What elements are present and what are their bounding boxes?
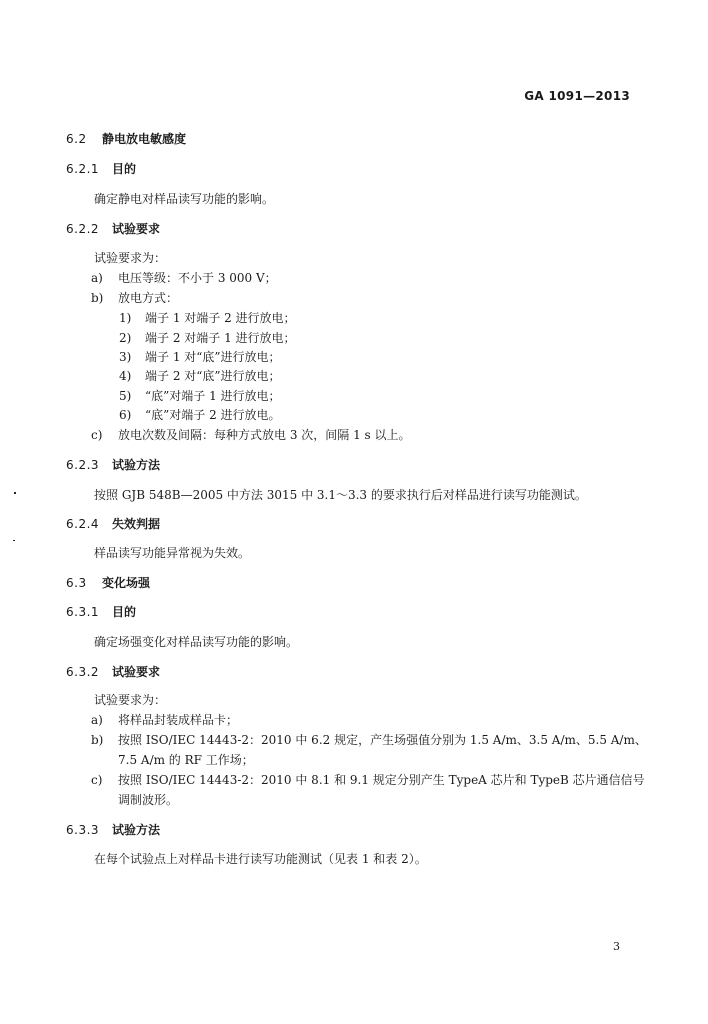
- section-number: 6.2.4: [66, 517, 100, 531]
- list-marker: b): [91, 733, 104, 747]
- heading-6-2-2: [66, 221, 160, 237]
- list-marker: 3): [119, 350, 132, 364]
- sub-list-item: [119, 330, 296, 346]
- section-number: 6.2.2: [66, 222, 100, 236]
- page-number: 3: [613, 940, 620, 953]
- list-item-b: [91, 290, 178, 306]
- list-text: 按照 ISO/IEC 14443-2：2010 中 6.2 规定，产生场强值分别为 1.5 A/m、3.5 A/m、5.5 A/m、: [118, 733, 647, 747]
- margin-speck: [14, 492, 16, 494]
- sub-list-item: [119, 310, 296, 326]
- paragraph-6-2-1: 确定静电对样品读写功能的影响。: [94, 192, 275, 206]
- list-marker: c): [91, 773, 103, 787]
- list-item-a: [91, 270, 277, 286]
- sub-list-item: [119, 349, 281, 365]
- list-text: 端子 2 对“底”进行放电；: [145, 369, 281, 383]
- list-item-a: [91, 712, 238, 728]
- list-text: 放电方式：: [118, 291, 179, 305]
- list-marker: a): [91, 713, 103, 727]
- section-title: 试验方法: [112, 823, 161, 837]
- list-text: “底”对端子 1 进行放电；: [145, 389, 281, 403]
- heading-6-2-3: [66, 457, 160, 473]
- paragraph-intro-6-2-2: 试验要求为：: [94, 251, 167, 265]
- paragraph-6-2-3: 按照 GJB 548B—2005 中方法 3015 中 3.1～3.3 的要求执行后对样品进行读写功能测试。: [94, 488, 587, 502]
- section-number: 6.3.1: [66, 605, 100, 619]
- list-text: “底”对端子 2 进行放电。: [145, 408, 281, 422]
- list-marker: a): [91, 271, 103, 285]
- heading-6-3-2: [66, 664, 160, 680]
- list-marker: 5): [119, 389, 132, 403]
- list-marker: 4): [119, 369, 132, 383]
- sub-list-item: [119, 407, 281, 423]
- paragraph-6-2-4: 样品读写功能异常视为失效。: [94, 546, 251, 560]
- paragraph-6-3-3: 在每个试验点上对样品卡进行读写功能测试（见表 1 和表 2）。: [94, 852, 427, 866]
- list-marker: b): [91, 291, 104, 305]
- margin-speck: [13, 540, 15, 541]
- list-marker: c): [91, 428, 103, 442]
- paragraph-6-3-1: 确定场强变化对样品读写功能的影响。: [94, 635, 299, 649]
- section-title: 目的: [112, 605, 137, 619]
- section-title: 试验要求: [112, 222, 161, 236]
- section-number: 6.3.3: [66, 823, 100, 837]
- section-title: 变化场强: [102, 576, 151, 590]
- list-item-c: [91, 772, 645, 788]
- list-marker: 2): [119, 331, 132, 345]
- section-number: 6.2: [66, 132, 87, 146]
- sub-list-item: [119, 368, 281, 384]
- list-item-b-continuation: 7.5 A/m 的 RF 工作场；: [118, 753, 254, 767]
- section-title: 试验方法: [112, 458, 161, 472]
- list-item-c: [91, 427, 411, 443]
- section-number: 6.3.2: [66, 665, 100, 679]
- heading-6-3-3: [66, 822, 160, 838]
- list-text: 电压等级：不小于 3 000 V；: [118, 271, 277, 285]
- paragraph-intro-6-3-2: 试验要求为：: [94, 693, 167, 707]
- section-title: 试验要求: [112, 665, 161, 679]
- list-item-b: [91, 732, 647, 748]
- document-code: GA 1091—2013: [524, 89, 630, 103]
- list-text: 端子 2 对端子 1 进行放电；: [145, 331, 296, 345]
- section-number: 6.2.1: [66, 162, 100, 176]
- sub-list-item: [119, 388, 281, 404]
- section-number: 6.2.3: [66, 458, 100, 472]
- heading-6-2-1: [66, 161, 136, 177]
- section-title: 静电放电敏感度: [102, 132, 187, 146]
- heading-6-3: [66, 575, 150, 591]
- list-text: 按照 ISO/IEC 14443-2：2010 中 8.1 和 9.1 规定分别产生 TypeA 芯片和 TypeB 芯片通信信号: [118, 773, 645, 787]
- list-marker: 6): [119, 408, 132, 422]
- heading-6-2-4: [66, 516, 160, 532]
- list-text: 将样品封装成样品卡；: [118, 713, 239, 727]
- heading-6-3-1: [66, 604, 136, 620]
- list-marker: 1): [119, 311, 132, 325]
- list-text: 端子 1 对“底”进行放电；: [145, 350, 281, 364]
- list-text: 端子 1 对端子 2 进行放电；: [145, 311, 296, 325]
- heading-6-2: [66, 131, 186, 147]
- section-number: 6.3: [66, 576, 87, 590]
- section-title: 目的: [112, 162, 137, 176]
- list-item-c-continuation: 调制波形。: [118, 793, 179, 807]
- section-title: 失效判据: [112, 517, 161, 531]
- list-text: 放电次数及间隔：每种方式放电 3 次，间隔 1 s 以上。: [118, 428, 411, 442]
